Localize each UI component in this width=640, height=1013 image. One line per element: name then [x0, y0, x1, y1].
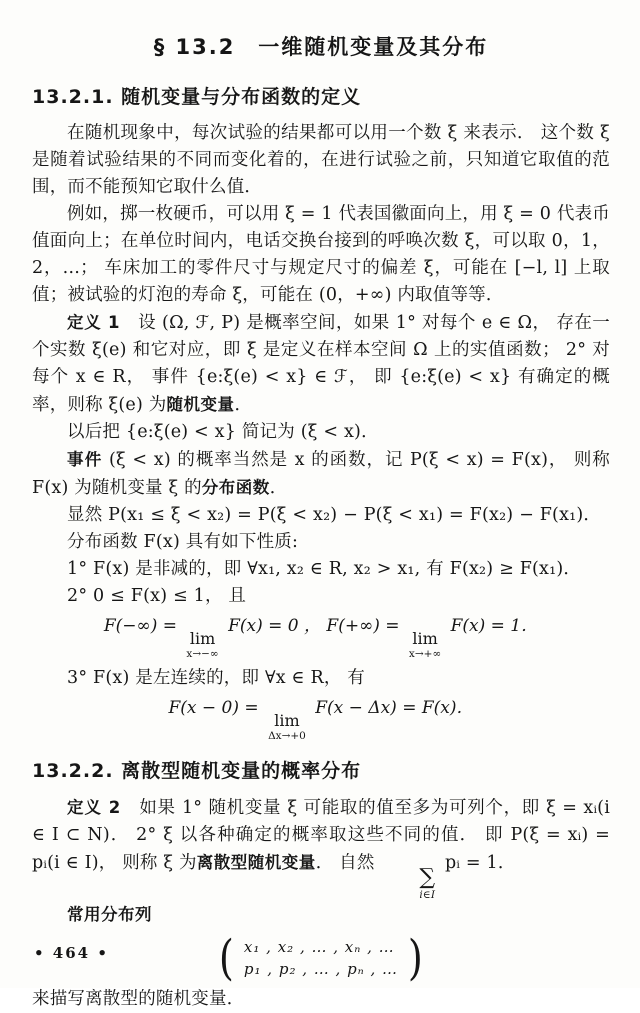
formula-pre: F(−∞) = — [103, 616, 183, 636]
series-label: 常用分布列 — [67, 905, 152, 924]
property-3: 3° F(x) 是左连续的，即 ∀x ∈ R， 有 — [67, 668, 365, 688]
formula-post: F(x) = 1． — [445, 616, 539, 636]
lim-symbol: lim — [189, 629, 216, 648]
property-1: 1° F(x) 是非减的，即 ∀x₁, x₂ ∈ R, x₂ > x₁, 有 F(x₂) ≥ F(x₁)． — [67, 559, 582, 579]
definition-2-label: 定义 2 — [67, 798, 121, 817]
formula-left-continuity — [32, 697, 610, 742]
section-heading-13-2-1: 13.2.1. 随机变量与分布函数的定义 — [32, 86, 362, 108]
event-label: 事件 — [67, 450, 103, 469]
sigma-subscript: i∈I — [419, 889, 436, 901]
distribution-series-matrix — [32, 930, 610, 986]
formula-mid: F(x) = 0 ， F(+∞) = — [222, 616, 405, 636]
definition-2-end: pᵢ = 1． — [439, 853, 516, 873]
matrix-row-x: x₁ , x₂ , … , xₙ , … — [243, 937, 395, 956]
limit-operator — [186, 631, 218, 660]
definition-1-body: 设 (Ω, ℱ, P) 是概率空间，如果 1° 对每个 e ∈ Ω， 存在一个实数 ξ(e) 和它对应，即 ξ 是定义在样本空间 Ω 上的实值函数； 2° 对每个 x ∈ R， 事件 {e:ξ(e) < x} ∈ ℱ， 即 {e:ξ(e) < x} 有确定的概率，则称 ξ(e) 为 — [32, 313, 610, 415]
property-2: 2° 0 ≤ F(x) ≤ 1， 且 — [67, 586, 247, 606]
matrix-rows — [244, 937, 398, 980]
definition-1-period: ． — [234, 395, 253, 415]
limit-operator — [268, 713, 306, 742]
sigma-symbol: ∑ — [419, 865, 436, 890]
paragraph-notation: 以后把 {e:ξ(e) < x} 简记为 (ξ < x)． — [67, 422, 379, 442]
paragraph-example: 例如，掷一枚硬币，可以用 ξ = 1 代表国徽面向上，用 ξ = 0 代表币值面向上；在单位时间内，电话交换台接到的呼唤次数 ξ，可以取 0，1，2，…； 车床加工的零件尺寸与规定尺寸的偏差 ξ，可能在 [−l, l] 上取值；被试验的灯泡的寿命 ξ，可能在 (0，+∞) 内取值等等． — [32, 204, 610, 305]
page-title: § 13.2 一维随机变量及其分布 — [153, 35, 489, 59]
term-distribution-function: 分布函数 — [201, 478, 270, 497]
right-paren: ) — [407, 930, 423, 986]
paragraph-intro: 在随机现象中，每次试验的结果都可以用一个数 ξ 来表示． 这个数 ξ 是随着试验结果的不同而变化着的，在进行试验之前，只知道它取值的范围，而不能预知它取什么值． — [32, 123, 610, 197]
lim-symbol: lim — [274, 711, 300, 730]
lim-symbol: lim — [412, 629, 438, 648]
lim-subscript: x→+∞ — [408, 648, 442, 660]
event-period: ． — [269, 478, 288, 498]
limit-operator — [409, 631, 441, 660]
paragraph-obvious: 显然 P(x₁ ≤ ξ < x₂) = P(ξ < x₂) − P(ξ < x₁) = F(x₂) − F(x₁)． — [67, 505, 602, 525]
lim-subscript: x→−∞ — [186, 648, 219, 660]
paragraph-event — [32, 446, 610, 502]
event-body: (ξ < x) 的概率当然是 x 的函数，记 P(ξ < x) = F(x)， 则称 F(x) 为随机变量 ξ 的 — [32, 450, 611, 498]
matrix-row-p: p₁ , p₂ , … , pₙ , … — [243, 959, 399, 978]
formula-post: F(x − Δx) = F(x)． — [309, 698, 474, 718]
paragraph-definition-2 — [32, 794, 610, 901]
definition-1-label: 定义 1 — [67, 313, 120, 332]
formula-pre: F(x − 0) = — [168, 698, 265, 718]
definition-2-mid: ． 自然 — [315, 853, 381, 873]
formula-limit-at-infinity — [32, 615, 610, 660]
section-heading-13-2-2: 13.2.2. 离散型随机变量的概率分布 — [32, 760, 362, 782]
paragraph-definition-1 — [32, 309, 610, 419]
term-random-variable: 随机变量 — [166, 395, 235, 414]
definition-2-body: 如果 1° 随机变量 ξ 可能取的值至多为可列个，即 ξ = xᵢ(i ∈ I ⊂ N)． 2° ξ 以各种确定的概率取这些不同的值． 即 P(ξ = xᵢ) = pᵢ(i ∈ I)， 则称 ξ 为 — [32, 798, 610, 873]
sigma-sum-operator — [384, 865, 436, 901]
left-paren: ( — [219, 930, 235, 986]
paragraph-describe: 来描写离散型的随机变量． — [32, 989, 245, 1009]
paragraph-properties-intro: 分布函数 F(x) 具有如下性质: — [67, 532, 299, 552]
term-discrete-random-variable: 离散型随机变量 — [196, 853, 316, 872]
lim-subscript: Δx→+0 — [268, 730, 306, 742]
page-number: • 464 • — [34, 944, 109, 962]
